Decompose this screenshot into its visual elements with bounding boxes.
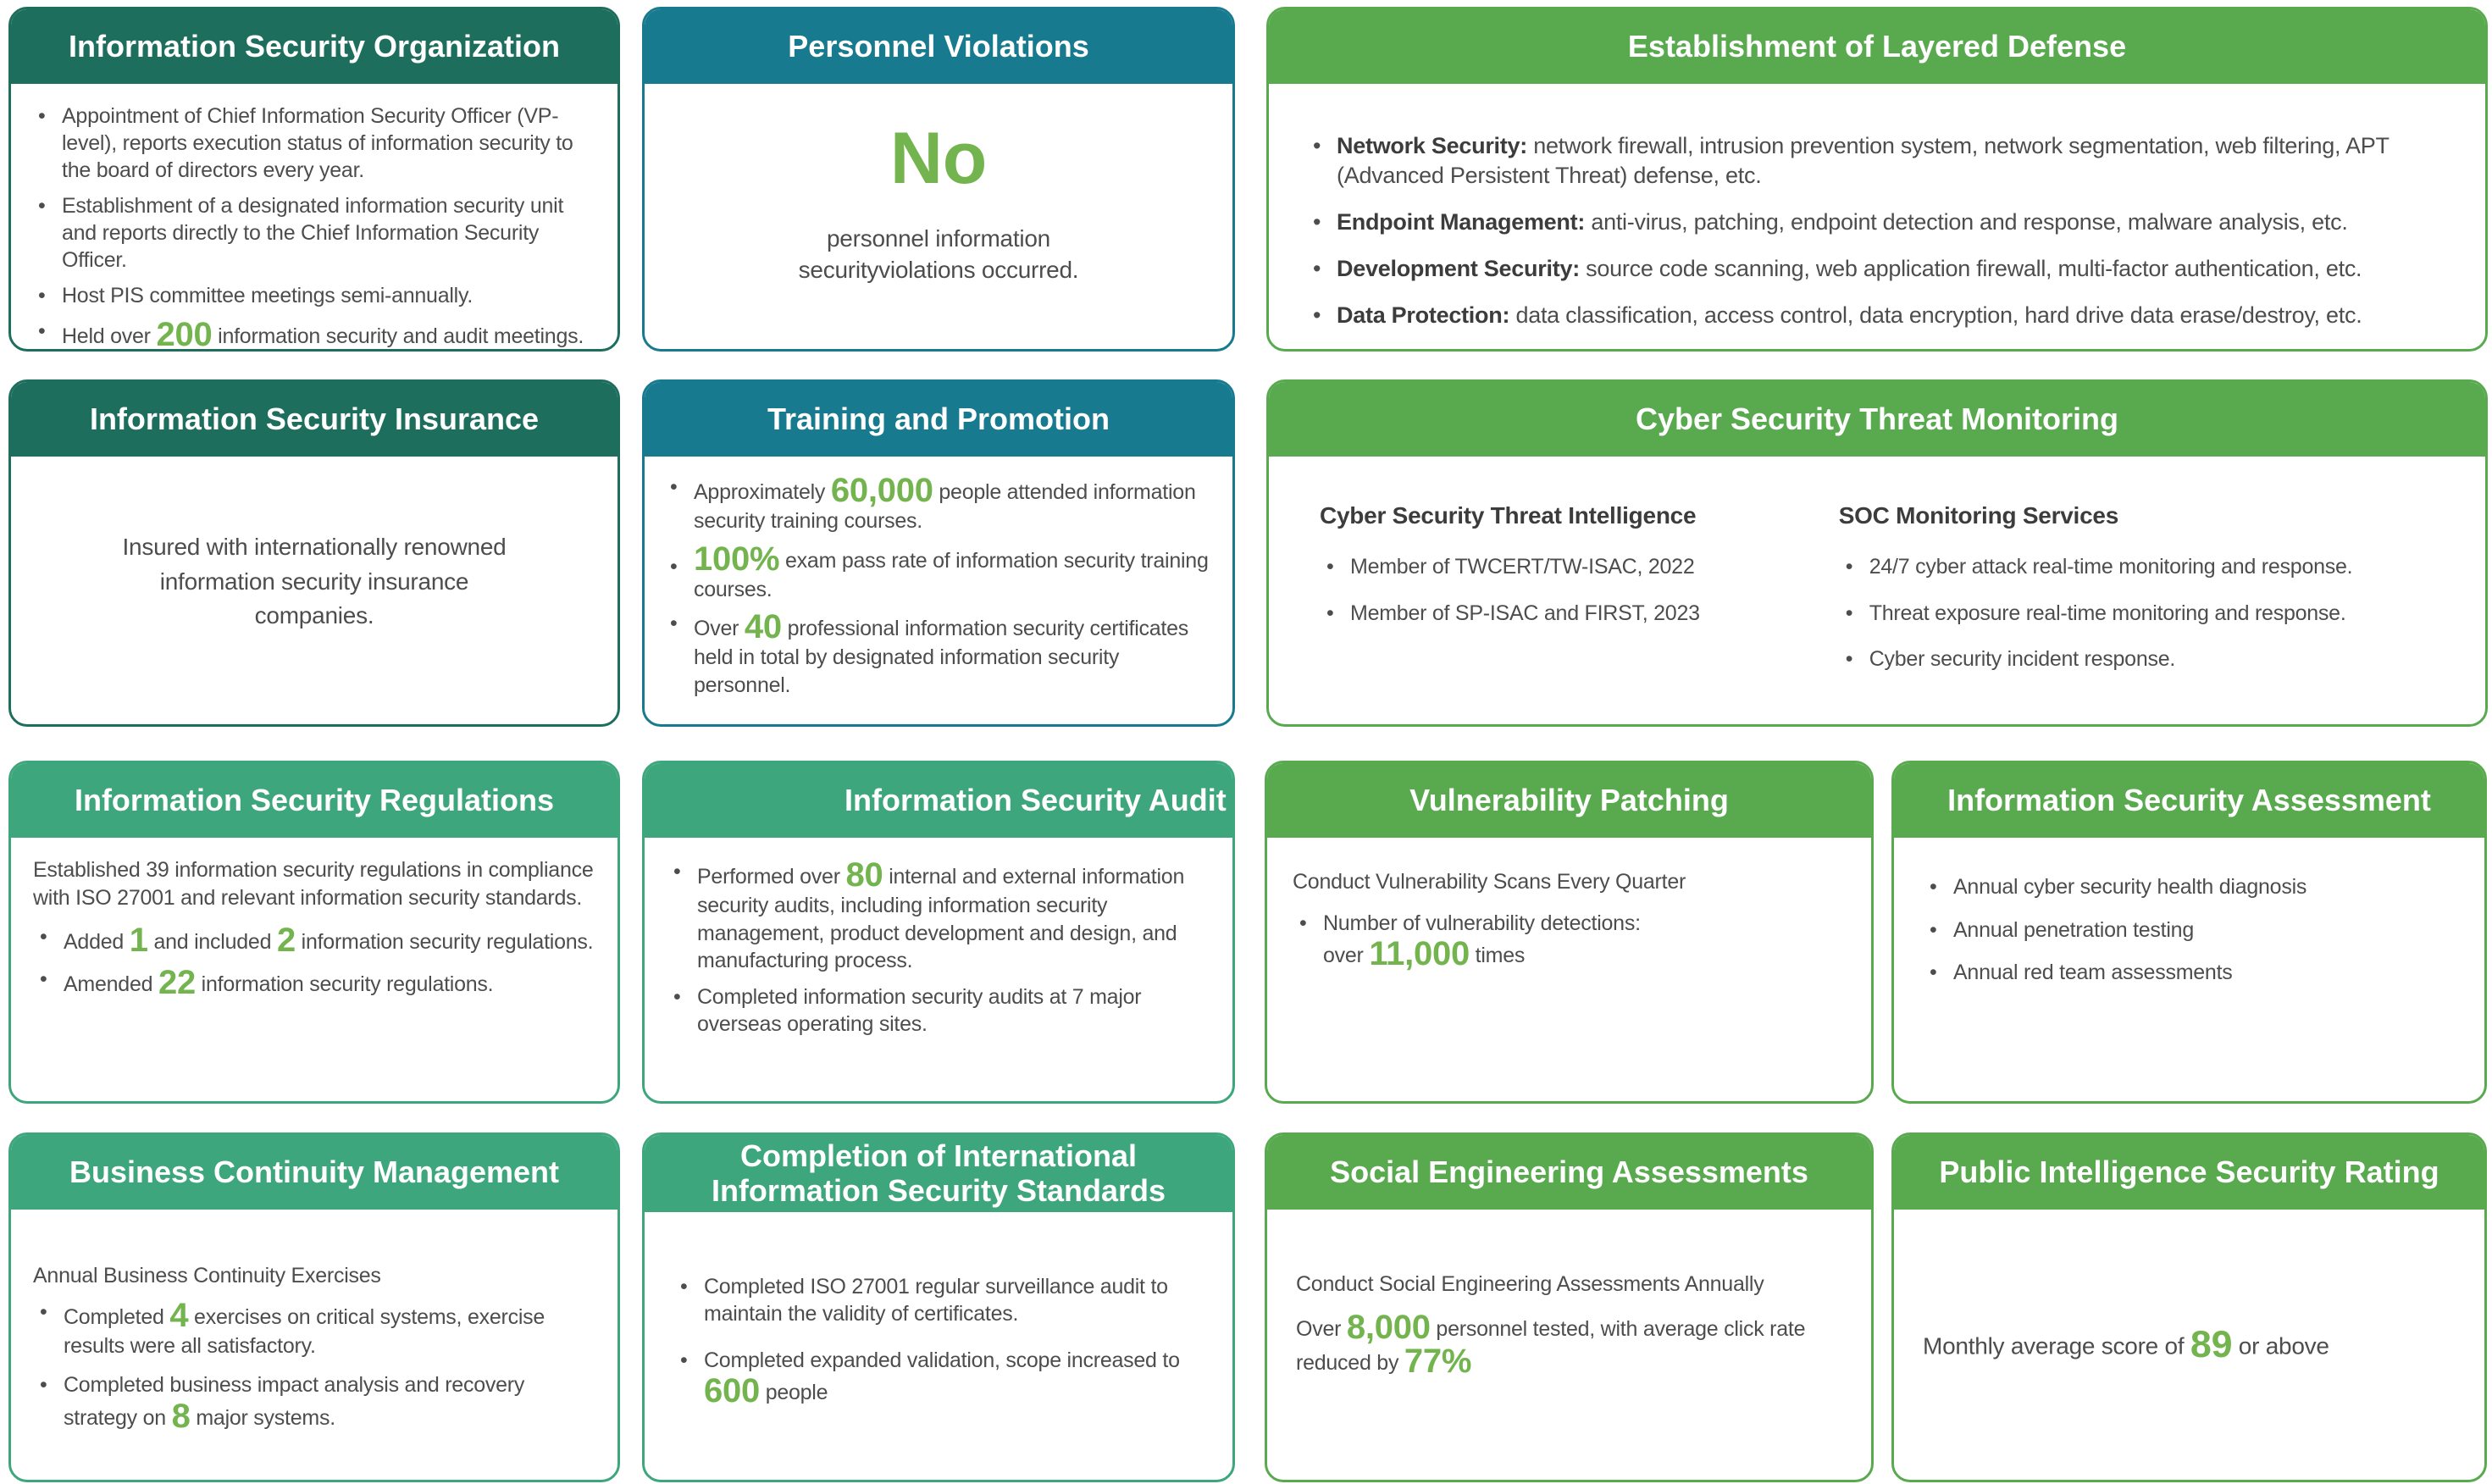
card-body: [645, 457, 1232, 724]
text-seg: people: [760, 1381, 828, 1405]
num-accent: 11,000: [1369, 935, 1470, 972]
card-body: [11, 84, 617, 352]
text-seg: Member of SP-ISAC and FIRST, 2023: [1350, 601, 1700, 625]
column-heading: SOC Monitoring Services: [1838, 502, 2119, 529]
list-item: [1306, 208, 2448, 237]
num-accent: 89: [2190, 1323, 2233, 1366]
list-item: [673, 1273, 1207, 1328]
num-accent: 1: [129, 922, 148, 959]
card-information-security-insurance: [8, 379, 620, 727]
text-seg: Over: [694, 616, 745, 640]
text-seg: network firewall, intrusion prevention system, network segmentation, web filtering, APT (Advanced Persistent Threat) defense, etc.: [1337, 133, 2390, 189]
text-seg: Completed: [64, 1304, 170, 1329]
list-item: [33, 966, 595, 999]
intro-text: Annual Business Continuity Exercises: [33, 1264, 381, 1287]
text-seg: source code scanning, web application firewall, multi-factor authentication, etc.: [1579, 256, 2362, 282]
text-seg: and included: [147, 929, 277, 954]
list-item: [31, 192, 597, 274]
text-seg: Cyber security incident response.: [1869, 647, 2176, 672]
text-seg: Held over: [62, 324, 157, 348]
num-accent: 22: [158, 964, 196, 1001]
intro-text: Established 39 information security regulations in compliance with ISO 27001 and relevant information security standards.: [33, 858, 594, 910]
text-seg: information security regulations.: [195, 972, 494, 996]
bold-lead: Data Protection:: [1337, 302, 1510, 329]
text-seg: Number of vulnerability detections:: [1323, 911, 1641, 935]
card-header: [1269, 9, 2485, 84]
card-body: [11, 457, 617, 724]
text-seg: Approximately: [694, 479, 831, 504]
card-header: [645, 1135, 1232, 1212]
list-item: [1923, 873, 2459, 901]
list-item: [1320, 553, 1839, 581]
text-seg: Completed information security audits at 7 major overseas operating sites.: [697, 984, 1142, 1036]
list-item: [1320, 600, 1839, 628]
text-seg: Over: [1296, 1316, 1347, 1341]
list-item: [1293, 910, 1846, 972]
intro-text: Conduct Vulnerability Scans Every Quarter: [1293, 870, 1686, 894]
card-header: [1267, 763, 1871, 838]
card-body: [645, 84, 1232, 349]
card-title: Information Security Insurance: [89, 401, 540, 437]
num-accent: 600: [704, 1372, 760, 1410]
list-item: [667, 983, 1210, 1038]
bold-lead: Development Security:: [1337, 256, 1580, 282]
card-public-intelligence-security-rating: [1891, 1132, 2487, 1482]
card-header: [11, 382, 617, 457]
text-seg: data classification, access control, data encryption, hard drive data erase/destroy, etc.: [1509, 302, 2362, 329]
card-title: Training and Promotion: [767, 401, 1110, 437]
list-item: [1306, 301, 2448, 330]
card-title: Establishment of Layered Defense: [1627, 29, 2127, 64]
card-body: [645, 838, 1232, 1101]
num-accent: 80: [845, 856, 883, 894]
num-accent: 200: [156, 316, 213, 352]
stat-text: [1923, 1323, 2329, 1366]
card-header: [11, 9, 617, 84]
text-seg: Amended: [64, 972, 158, 996]
card-title: Completion of International Information Security Standards: [711, 1138, 1166, 1209]
card-header: [1894, 1135, 2484, 1210]
text-seg: personnel tested, with average click rate reduced by: [1296, 1316, 1806, 1375]
card-body: [11, 1210, 617, 1480]
soc-monitoring-column: [1839, 501, 2448, 724]
list-item: [673, 1347, 1207, 1409]
text-seg: over: [1323, 943, 1370, 967]
text-seg: Monthly average score of: [1923, 1332, 2190, 1359]
text-seg: Host PIS committee meetings semi-annually.: [62, 284, 473, 307]
text-seg: Annual penetration testing: [1953, 917, 2194, 942]
column-heading: Cyber Security Threat Intelligence: [1320, 502, 1697, 529]
text-seg: 24/7 cyber attack real-time monitoring and response.: [1869, 555, 2353, 579]
num-accent: 100%: [694, 540, 780, 578]
list-item: [33, 1371, 595, 1433]
card-header: [11, 1135, 617, 1210]
num-accent: 60,000: [830, 472, 933, 509]
list-item: [1306, 254, 2448, 284]
stat-text: [1296, 1310, 1821, 1378]
list-item: [1923, 959, 2459, 987]
card-body: [1269, 457, 2485, 724]
card-body: [1894, 1210, 2484, 1480]
text-seg: Performed over: [697, 864, 846, 889]
text-seg: Establishment of a designated information security unit and reports directly to the Chief Information Security Officer.: [62, 194, 564, 272]
card-completion-of-international-standards: [642, 1132, 1235, 1482]
card-information-security-organization: [8, 7, 620, 352]
list-item: [1839, 645, 2361, 673]
list-item: [33, 1298, 595, 1360]
text-seg: or above: [2232, 1332, 2329, 1359]
text-seg: people attended information security training courses.: [694, 479, 1196, 533]
num-accent: 77%: [1404, 1342, 1472, 1380]
card-business-continuity-management: [8, 1132, 620, 1482]
text-seg: internal and external information security audits, including information security management, product development and design, and manufacturing process.: [697, 864, 1185, 972]
card-body: [1267, 1210, 1871, 1480]
card-body: [645, 1212, 1232, 1480]
card-header: [1267, 1135, 1871, 1210]
card-body: [1894, 838, 2484, 1101]
caption-text: personnel information securityviolations occurred.: [798, 225, 1079, 283]
bold-lead: Endpoint Management:: [1337, 209, 1586, 235]
card-title: Social Engineering Assessments: [1330, 1155, 1808, 1190]
card-body: [1267, 838, 1871, 1101]
list-item: [1839, 553, 2361, 581]
num-accent: 4: [169, 1296, 189, 1334]
list-item: [31, 102, 597, 184]
card-body: [11, 838, 617, 1101]
text-seg: Completed ISO 27001 regular surveillance audit to maintain the validity of certificates.: [704, 1274, 1168, 1326]
list-item: [667, 858, 1210, 975]
num-accent: 2: [276, 922, 296, 959]
list-item: [33, 923, 595, 957]
card-title: Information Security Regulations: [74, 783, 555, 818]
text-seg: major systems.: [190, 1405, 335, 1430]
card-header: [645, 9, 1232, 84]
list-item: [1306, 131, 2448, 191]
text-seg: exam pass rate of information security training courses.: [694, 548, 1209, 601]
caption-text: Insured with internationally renowned information security insurance companies.: [122, 534, 507, 629]
text-seg: information security and audit meetings.: [212, 324, 584, 348]
card-social-engineering-assessments: [1265, 1132, 1874, 1482]
bold-lead: Network Security:: [1337, 133, 1527, 158]
list-item: [31, 318, 597, 352]
card-information-security-audit: [642, 761, 1235, 1104]
card-title: Public Intelligence Security Rating: [1939, 1155, 2439, 1190]
card-header: [645, 382, 1232, 457]
intro-text: Conduct Social Engineering Assessments Annually: [1296, 1272, 1764, 1296]
text-seg: times: [1469, 943, 1526, 967]
card-personnel-violations: [642, 7, 1235, 352]
card-establishment-of-layered-defense: [1266, 7, 2488, 352]
text-seg: Completed business impact analysis and recovery strategy on: [64, 1373, 525, 1430]
text-seg: Threat exposure real-time monitoring and response.: [1869, 601, 2346, 625]
card-information-security-regulations: [8, 761, 620, 1104]
list-item: [1923, 916, 2459, 944]
card-title: Personnel Violations: [788, 29, 1089, 64]
card-title: Business Continuity Management: [69, 1155, 560, 1190]
card-header: [11, 763, 617, 838]
num-accent: 8: [171, 1397, 191, 1435]
card-header: [1269, 382, 2485, 457]
text-seg: Completed expanded validation, scope increased to: [704, 1348, 1180, 1372]
text-seg: Added: [64, 929, 130, 954]
card-title: Vulnerability Patching: [1409, 783, 1729, 818]
card-vulnerability-patching: [1265, 761, 1874, 1104]
card-title: Information Security Audit: [845, 783, 1227, 818]
card-information-security-assessment: [1891, 761, 2487, 1104]
text-seg: anti-virus, patching, endpoint detection and response, malware analysis, etc.: [1585, 209, 2348, 235]
card-header: [1894, 763, 2484, 838]
text-seg: Appointment of Chief Information Security Officer (VP-level), reports execution status of information security to the board of directors every year.: [62, 104, 573, 182]
card-title: Information Security Assessment: [1947, 783, 2431, 818]
card-training-and-promotion: [642, 379, 1235, 727]
text-seg: professional information security certificates held in total by designated information security personnel.: [694, 616, 1188, 697]
text-seg: Member of TWCERT/TW-ISAC, 2022: [1350, 555, 1695, 579]
list-item: [663, 473, 1214, 535]
card-title: Information Security Organization: [68, 29, 561, 64]
big-number: No: [889, 118, 988, 200]
num-accent: 40: [744, 608, 782, 645]
text-seg: information security regulations.: [295, 929, 594, 954]
card-header: [645, 763, 1232, 838]
threat-intelligence-column: [1320, 501, 1839, 724]
card-cyber-security-threat-monitoring: [1266, 379, 2488, 727]
list-item: [1839, 600, 2361, 628]
text-seg: Annual cyber security health diagnosis: [1953, 875, 2307, 899]
list-item: [31, 282, 597, 309]
list-item: [663, 542, 1214, 604]
list-item: [663, 610, 1214, 699]
text-seg: exercises on critical systems, exercise results were all satisfactory.: [64, 1304, 545, 1358]
text-seg: Annual red team assessments: [1953, 961, 2233, 984]
card-body: [1269, 84, 2485, 349]
card-title: Cyber Security Threat Monitoring: [1635, 401, 2119, 437]
num-accent: 8,000: [1346, 1308, 1431, 1346]
